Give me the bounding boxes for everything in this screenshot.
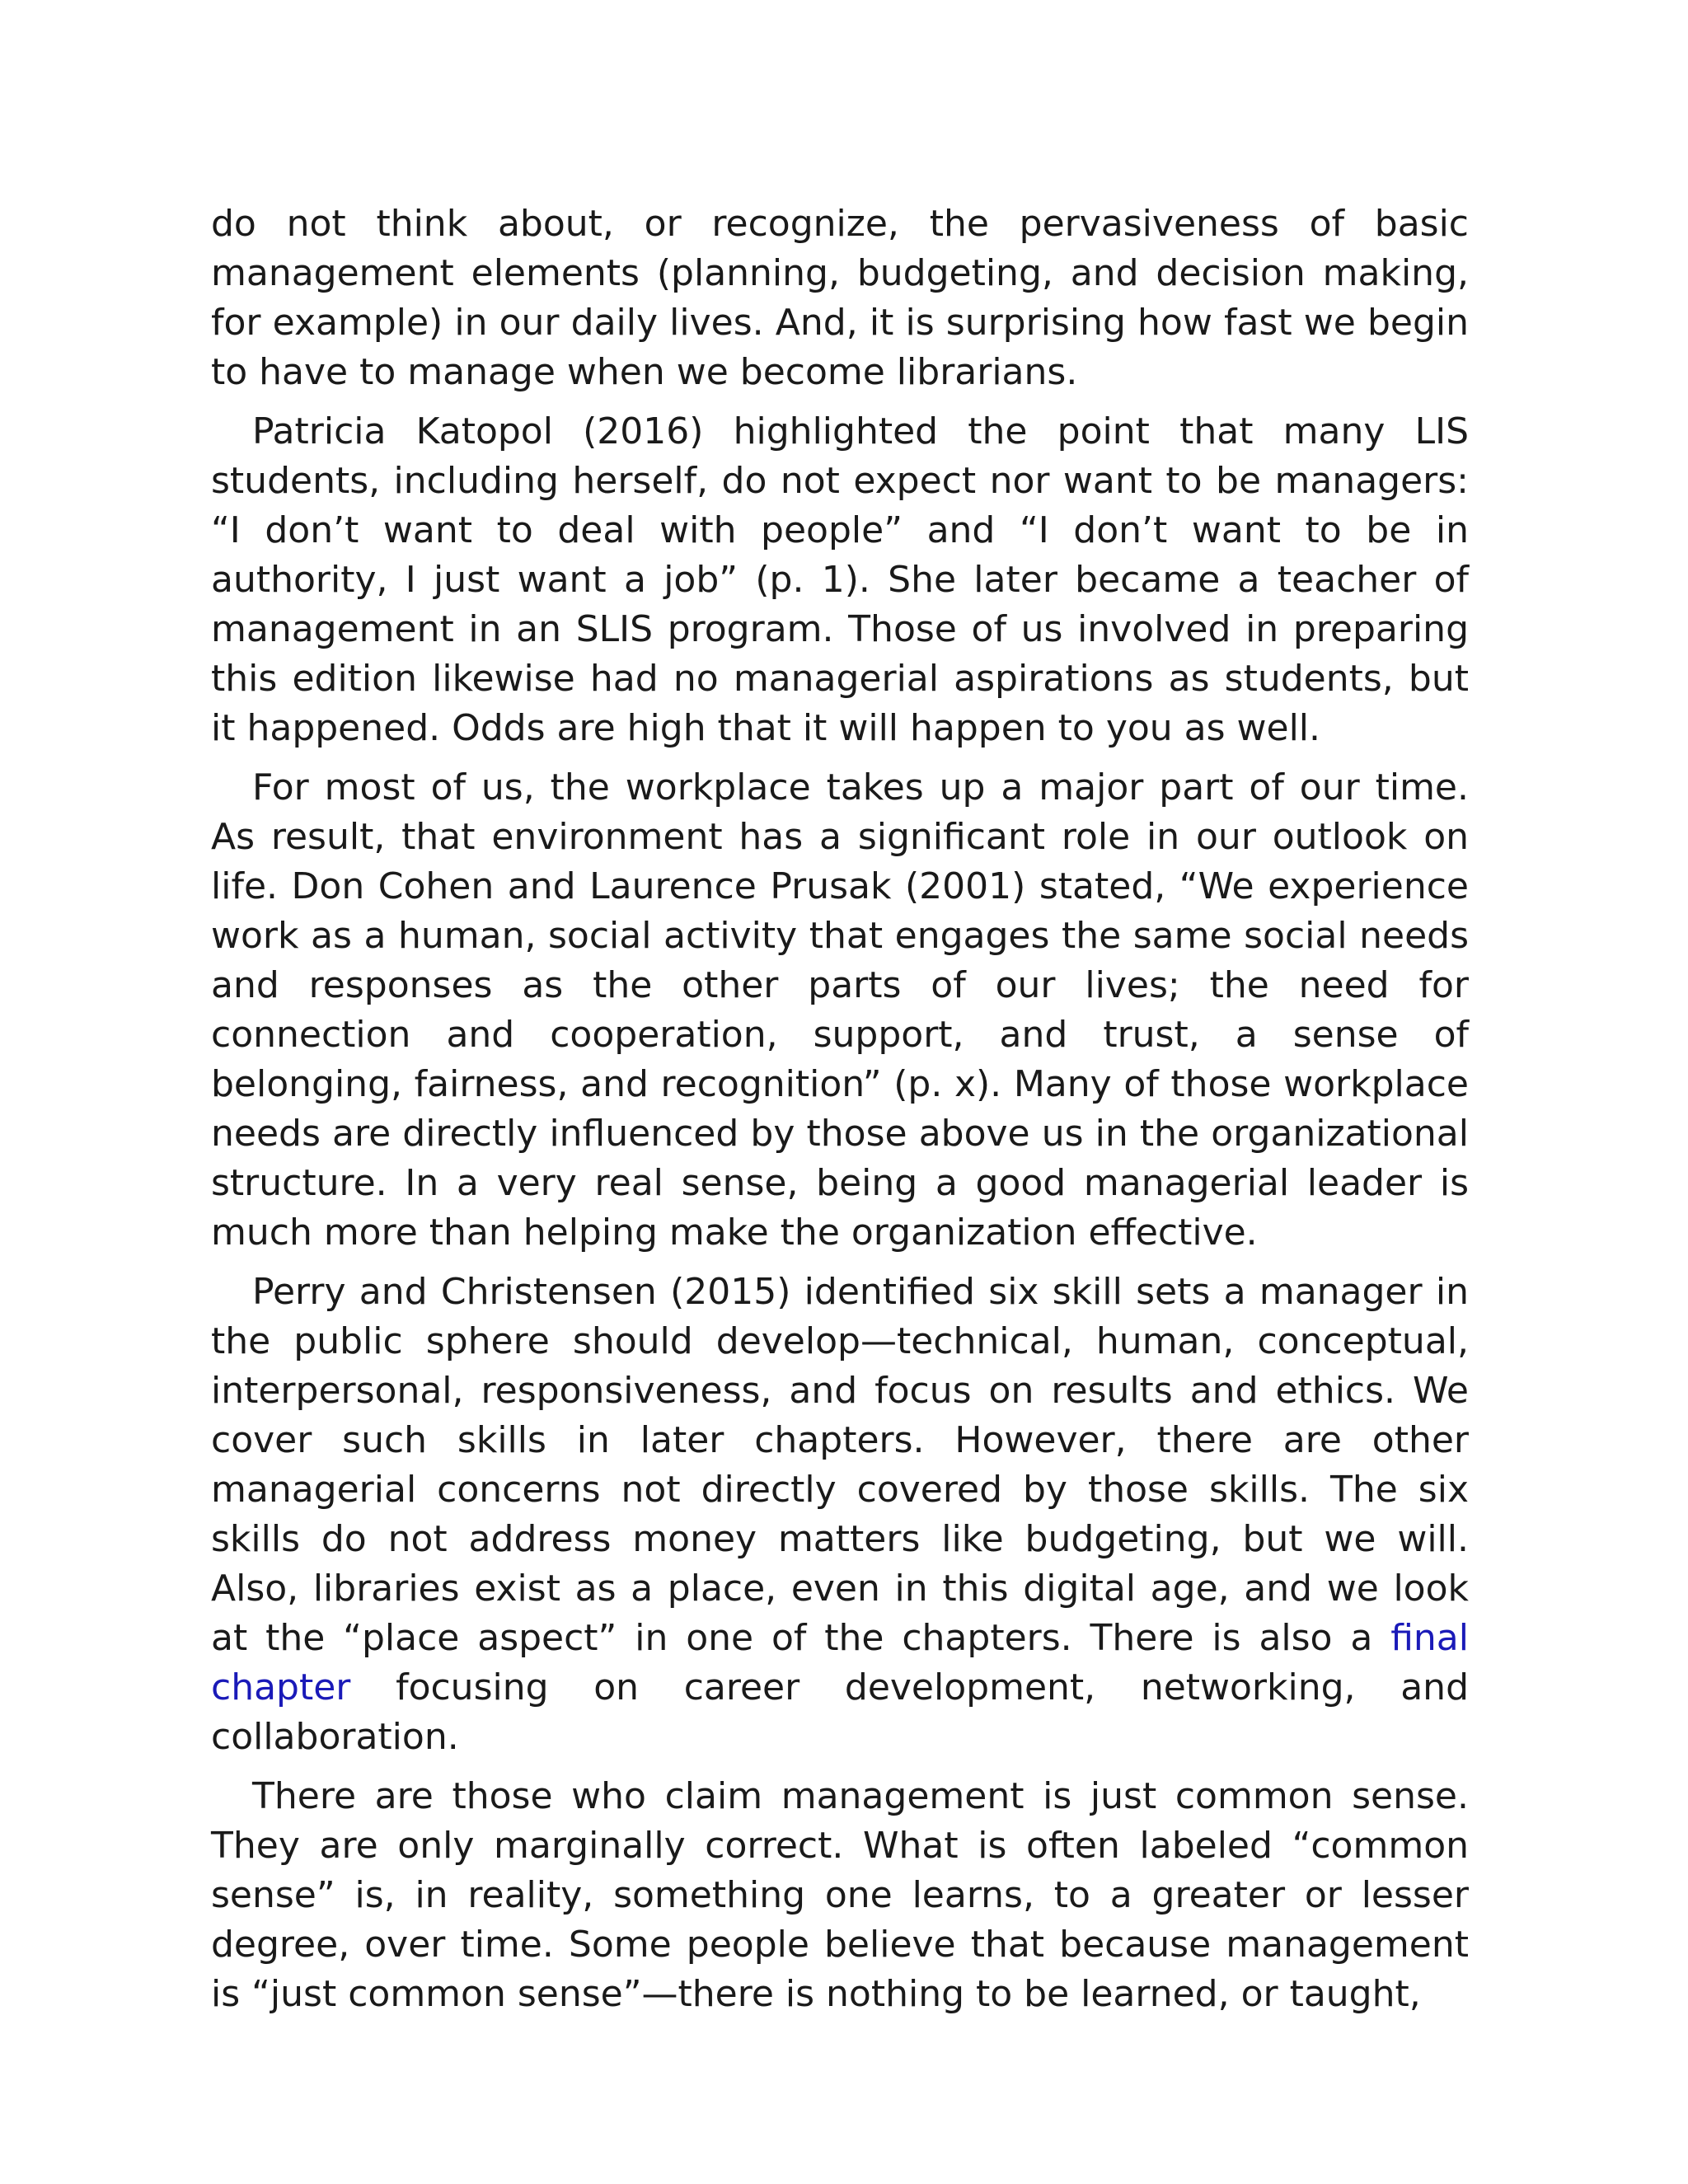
paragraph-2: Patricia Katopol (2016) highlighted the point that many LIS students, including herself, do not expect nor want to be managers: “I don’t want to deal with people” and “I don’t want to be in authority, I just want a job” (p. 1). She later became a teacher of management in an SLIS program. Those of us involved in preparing this edition likewise had no managerial aspirations as students, but it happened. Odds are high that it will happen to you as well. bbox=[211, 410, 1469, 749]
paragraph-5: There are those who claim management is just common sense. They are only marginally correct. What is often labeled “common sense” is, in reality, something one learns, to a greater or lesser degree, over time. Some people believe that because management is “just common sense”—there is nothing to be learned, or taught, bbox=[211, 1775, 1469, 2015]
paragraph-4 bbox=[211, 1268, 1469, 1762]
paragraph-3: For most of us, the workplace takes up a major part of our time. As result, that environment has a significant role in our outlook on life. Don Cohen and Laurence Prusak (2001) stated, “We experience work as a human, social activity that engages the same social needs and responses as the other parts of our lives; the need for connection and cooperation, support, and trust, a sense of belonging, fairness, and recognition” (p. x). Many of those workplace needs are directly influenced by those above us in the organizational structure. In a very real sense, being a good managerial leader is much more than helping make the organization effective. bbox=[211, 766, 1469, 1254]
paragraph-4-text-after-link: focusing on career development, networking, and collaboration. bbox=[211, 1666, 1469, 1758]
paragraph-1: do not think about, or recognize, the pervasiveness of basic management elements (planning, budgeting, and decision making, for example) in our daily lives. And, it is surprising how fast we begin to have to manage when we become librarians. bbox=[211, 203, 1469, 393]
final-chapter-link[interactable]: final chapter bbox=[211, 1617, 1469, 1708]
document-page bbox=[211, 199, 1469, 2029]
paragraph-4-text-before-link: Perry and Christensen (2015) identified six skill sets a manager in the public sphere should develop—technical, human, conceptual, interpersonal, responsiveness, and focus on results and ethics. We cover such skills in later chapters. However, there are other managerial concerns not directly covered by those skills. The six skills do not address money matters like budgeting, but we will. Also, libraries exist as a place, even in this digital age, and we look at the “place aspect” in one of the chapters. There is also a bbox=[211, 1271, 1469, 1659]
